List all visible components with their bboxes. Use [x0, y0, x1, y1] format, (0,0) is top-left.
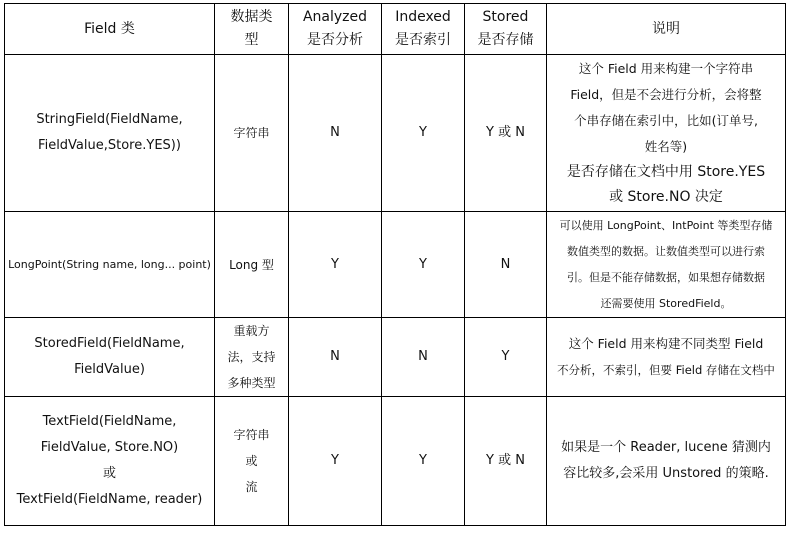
- description-line: 还需要使用 StoredField。: [600, 296, 732, 310]
- field-line: FieldValue, Store.NO): [40, 440, 179, 455]
- header-analyzed-zh: 是否分析: [307, 32, 363, 48]
- header-field-class: Field 类: [5, 4, 215, 55]
- cell-indexed: Y: [382, 55, 465, 212]
- description-line: 可以使用 LongPoint、IntPoint 等类型存储: [559, 218, 773, 232]
- header-data-type-line1: 数据类: [230, 9, 273, 25]
- type-line: 流: [245, 480, 258, 494]
- field-line: StoredField(FieldName,: [34, 336, 185, 351]
- type-line: 或: [245, 454, 258, 468]
- cell-stored: Y 或 N: [465, 397, 547, 526]
- description-line: 或 Store.NO 决定: [609, 189, 723, 205]
- field-line: FieldValue): [74, 362, 145, 377]
- cell-field-class: [5, 55, 215, 212]
- field-line: 或: [102, 466, 116, 481]
- description-line: 个串存储在索引中，比如(订单号,: [574, 113, 758, 128]
- description-line: 这个 Field 用来构建不同类型 Field: [568, 336, 764, 351]
- cell-analyzed: Y: [289, 212, 382, 318]
- header-stored: [465, 4, 547, 55]
- description-line: 引。但是不能存储数据，如果想存储数据: [567, 270, 765, 284]
- cell-analyzed: N: [289, 55, 382, 212]
- cell-field-class: [5, 318, 215, 397]
- description-line: 姓名等): [644, 139, 688, 154]
- field-line: FieldValue,Store.YES)): [38, 138, 181, 153]
- cell-data-type: [215, 318, 289, 397]
- type-line: 重载方: [233, 324, 270, 338]
- cell-description: [547, 318, 786, 397]
- cell-description: [547, 397, 786, 526]
- table-row-storedfield: [5, 318, 786, 397]
- header-analyzed: [289, 4, 382, 55]
- header-indexed: [382, 4, 465, 55]
- header-indexed-zh: 是否索引: [395, 32, 451, 48]
- type-line: 法，支持: [227, 350, 276, 364]
- cell-data-type: Long 型: [215, 212, 289, 318]
- header-data-type: [215, 4, 289, 55]
- field-comparison-table: [4, 3, 786, 526]
- description-line: 不分析，不索引，但要 Field 存储在文档中: [557, 363, 775, 377]
- cell-indexed: Y: [382, 397, 465, 526]
- description-line: 数值类型的数据。让数值类型可以进行索: [567, 244, 765, 258]
- header-stored-en: Stored: [482, 9, 529, 25]
- table-row-longpoint: [5, 212, 786, 318]
- cell-data-type: 字符串: [215, 55, 289, 212]
- cell-field-class: LongPoint(String name, long... point): [5, 212, 215, 318]
- header-stored-zh: 是否存储: [477, 32, 534, 48]
- table-row-stringfield: [5, 55, 786, 212]
- header-row: [5, 4, 786, 55]
- cell-analyzed: Y: [289, 397, 382, 526]
- description-line: 是否存储在文档中用 Store.YES: [566, 164, 766, 180]
- field-line: TextField(FieldName, reader): [16, 492, 203, 507]
- cell-indexed: N: [382, 318, 465, 397]
- header-indexed-en: Indexed: [395, 9, 451, 25]
- description-line: Field，但是不会进行分析，会将整: [570, 87, 762, 102]
- type-line: 字符串: [233, 428, 270, 442]
- cell-description: [547, 212, 786, 318]
- table-row-textfield: [5, 397, 786, 526]
- cell-stored: N: [465, 212, 547, 318]
- field-line: TextField(FieldName,: [42, 414, 177, 429]
- field-line: StringField(FieldName,: [36, 112, 183, 127]
- cell-data-type: [215, 397, 289, 526]
- description-line: 如果是一个 Reader, lucene 猜测内: [561, 440, 771, 455]
- cell-analyzed: N: [289, 318, 382, 397]
- header-analyzed-en: Analyzed: [302, 9, 368, 25]
- cell-indexed: Y: [382, 212, 465, 318]
- cell-stored: Y: [465, 318, 547, 397]
- type-line: 多种类型: [227, 376, 276, 390]
- cell-field-class: [5, 397, 215, 526]
- header-description: 说明: [547, 4, 786, 55]
- description-line: 这个 Field 用来构建一个字符串: [578, 61, 754, 76]
- cell-description: [547, 55, 786, 212]
- cell-stored: Y 或 N: [465, 55, 547, 212]
- description-line: 容比较多,会采用 Unstored 的策略.: [563, 466, 769, 481]
- header-data-type-line2: 型: [244, 32, 259, 48]
